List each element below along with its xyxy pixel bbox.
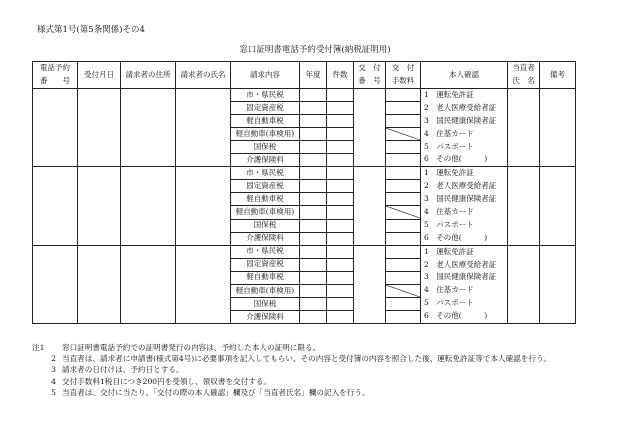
name-cell[interactable] [176, 89, 231, 167]
note-text: 窓口証明書電話予約での証明書発行の内容は、予約した本人の証明に限る。 [62, 343, 321, 352]
fee-cell[interactable] [386, 219, 421, 232]
id-option[interactable]: 4 住基カード [424, 285, 474, 295]
count-cell[interactable] [327, 206, 354, 219]
notes [32, 342, 612, 398]
id-option[interactable]: 2 老人医療受給者証 [424, 259, 497, 269]
tax-item-label: 固定資産税 [231, 258, 300, 271]
col-phone-no: 電話予約 番 号 [33, 62, 78, 89]
table-row [33, 89, 576, 102]
id-option[interactable]: 5 パスポート [424, 298, 474, 308]
year-cell[interactable] [300, 219, 327, 232]
count-cell[interactable] [327, 102, 354, 115]
date-cell[interactable] [78, 167, 121, 245]
fee-cell [386, 284, 421, 297]
count-cell[interactable] [327, 232, 354, 245]
tax-item-label: 固定資産税 [231, 102, 300, 115]
name-cell[interactable] [176, 245, 231, 323]
count-cell[interactable] [327, 271, 354, 284]
year-cell[interactable] [300, 102, 327, 115]
count-cell[interactable] [327, 141, 354, 154]
note-text: 当直者は、交付に当たり、「交付の際の本人確認」欄及び「当直者氏名」欄の記入を行う。 [62, 387, 370, 397]
year-cell[interactable] [300, 258, 327, 271]
id-option[interactable]: 3 国民健康保険者証 [424, 194, 497, 204]
address-cell[interactable] [121, 245, 176, 323]
tax-item-label: 国保税 [231, 141, 300, 154]
delivery-no-cell[interactable] [354, 167, 386, 245]
count-cell[interactable] [327, 154, 354, 167]
note-line [32, 364, 612, 375]
col-fee: 交 付 手数料 [386, 62, 421, 89]
year-cell[interactable] [300, 141, 327, 154]
id-option[interactable]: 1 運転免許証 [424, 246, 474, 256]
tax-item-label: 軽自動車(車検用) [231, 206, 300, 219]
diagonal-strike [386, 128, 420, 140]
count-cell[interactable] [327, 128, 354, 141]
table-row [33, 167, 576, 180]
col-content: 請求内容 [231, 62, 300, 89]
year-cell[interactable] [300, 167, 327, 180]
tax-item-label: 軽自動車税 [231, 193, 300, 206]
note-text: 交付手数料1税目につき200円を受領し、領収書を交付する。 [62, 376, 272, 386]
fee-cell[interactable] [386, 115, 421, 128]
count-cell[interactable] [327, 310, 354, 323]
year-cell[interactable] [300, 154, 327, 167]
count-cell[interactable] [327, 89, 354, 102]
fee-cell[interactable] [386, 180, 421, 193]
date-cell[interactable] [78, 245, 121, 323]
col-delivery-no: 交 付 番 号 [354, 62, 386, 89]
id-option[interactable]: 1 運転免許証 [424, 90, 474, 99]
note-number: 2 [51, 354, 56, 364]
count-cell[interactable] [327, 115, 354, 128]
delivery-no-cell[interactable] [354, 89, 386, 167]
count-cell[interactable] [327, 193, 354, 206]
year-cell[interactable] [300, 180, 327, 193]
note-line [32, 342, 612, 353]
reservation-register-table [32, 61, 576, 324]
tax-item-label: 国保税 [231, 219, 300, 232]
address-cell[interactable] [121, 89, 176, 167]
diagonal-strike [386, 206, 420, 218]
tax-item-label: 市・県民税 [231, 167, 300, 180]
note-number: 3 [51, 365, 56, 375]
year-cell[interactable] [300, 310, 327, 323]
id-option[interactable]: 6 その他( ) [424, 311, 488, 321]
fee-cell [386, 206, 421, 219]
col-remarks: 備考 [540, 62, 576, 89]
count-cell[interactable] [327, 245, 354, 258]
staff-name-cell[interactable] [508, 245, 540, 323]
year-cell[interactable] [300, 271, 327, 284]
tax-item-label: 軽自動車(車検用) [231, 128, 300, 141]
table-row [33, 245, 576, 258]
col-name: 請求者の氏名 [176, 62, 231, 89]
id-option[interactable]: 1 運転免許証 [424, 168, 474, 178]
fee-cell[interactable] [386, 245, 421, 258]
year-cell[interactable] [300, 115, 327, 128]
staff-name-cell[interactable] [508, 89, 540, 167]
fee-cell [386, 128, 421, 141]
id-option[interactable]: 4 住基カード [424, 207, 474, 217]
tax-item-label: 国保税 [231, 297, 300, 310]
year-cell[interactable] [300, 284, 327, 297]
delivery-no-cell[interactable] [354, 245, 386, 323]
id-option[interactable]: 2 老人医療受給者証 [424, 102, 497, 112]
count-cell[interactable] [327, 258, 354, 271]
year-cell[interactable] [300, 245, 327, 258]
id-check-cell [421, 167, 508, 245]
year-cell[interactable] [300, 206, 327, 219]
form-number: 様式第1号(第5条関係)その4 [37, 25, 145, 35]
form-title: 窓口証明書電話予約受付簿(納税証明用) [239, 45, 391, 55]
tax-item-label: 軽自動車(車検用) [231, 284, 300, 297]
id-check-cell [421, 245, 508, 323]
fee-cell[interactable] [386, 154, 421, 167]
fee-cell[interactable] [386, 167, 421, 180]
tax-item-label: 軽自動車税 [231, 271, 300, 284]
remarks-cell[interactable] [540, 89, 576, 167]
id-option[interactable]: 4 住基カード [424, 128, 474, 138]
phone-no-cell[interactable] [33, 245, 78, 323]
fee-cell[interactable] [386, 89, 421, 102]
tax-item-label: 軽自動車税 [231, 115, 300, 128]
year-cell[interactable] [300, 232, 327, 245]
note-line [32, 387, 612, 398]
remarks-cell[interactable] [540, 167, 576, 245]
tax-item-label: 介護保険料 [231, 154, 300, 167]
diagonal-strike [386, 285, 420, 297]
col-year: 年度 [300, 62, 327, 89]
col-count: 件数 [327, 62, 354, 89]
id-check-cell [421, 89, 508, 167]
phone-no-cell[interactable] [33, 167, 78, 245]
note-number: 4 [51, 376, 56, 386]
col-staff: 当直者 氏 名 [508, 62, 540, 89]
tax-item-label: 固定資産税 [231, 180, 300, 193]
note-number: 注1 [32, 343, 45, 352]
year-cell[interactable] [300, 89, 327, 102]
tax-item-label: 市・県民税 [231, 89, 300, 102]
fee-cell[interactable] [386, 271, 421, 284]
tax-item-label: 介護保険料 [231, 232, 300, 245]
id-option[interactable]: 6 その他( ) [424, 154, 488, 164]
date-cell[interactable] [78, 89, 121, 167]
note-line [32, 376, 612, 387]
fee-cell[interactable] [386, 141, 421, 154]
remarks-cell[interactable] [540, 245, 576, 323]
id-option[interactable]: 5 パスポート [424, 141, 474, 151]
phone-no-cell[interactable] [33, 89, 78, 167]
tax-item-label: 市・県民税 [231, 245, 300, 258]
count-cell[interactable] [327, 180, 354, 193]
note-line [32, 353, 612, 364]
id-option[interactable]: 2 老人医療受給者証 [424, 181, 497, 191]
col-address: 請求者の住所 [121, 62, 176, 89]
fee-cell[interactable] [386, 297, 421, 310]
year-cell[interactable] [300, 193, 327, 206]
name-cell[interactable] [176, 167, 231, 245]
count-cell[interactable] [327, 219, 354, 232]
id-options-list [421, 167, 507, 244]
note-text: 請求者の日付けは、予約日とする。 [62, 365, 184, 375]
count-cell[interactable] [327, 284, 354, 297]
fee-cell[interactable] [386, 193, 421, 206]
header-row [33, 62, 576, 89]
id-option[interactable]: 5 パスポート [424, 219, 474, 229]
tax-item-label: 介護保険料 [231, 310, 300, 323]
year-cell[interactable] [300, 128, 327, 141]
address-cell[interactable] [121, 167, 176, 245]
note-text: 当直者は、請求者に申請書(様式第4号)に必要事項を記入してもらい、その内容と受付簿の内容を照合した後、運転免許証等で本人確認を行う。 [62, 354, 552, 364]
year-cell[interactable] [300, 297, 327, 310]
id-option[interactable]: 3 国民健康保険者証 [424, 272, 497, 282]
id-option[interactable]: 3 国民健康保険者証 [424, 115, 497, 125]
staff-name-cell[interactable] [508, 167, 540, 245]
col-date: 受付月日 [78, 62, 121, 89]
id-options-list [421, 89, 507, 166]
fee-cell[interactable] [386, 258, 421, 271]
count-cell[interactable] [327, 297, 354, 310]
fee-cell[interactable] [386, 310, 421, 323]
count-cell[interactable] [327, 167, 354, 180]
col-id-check: 本人確認 [421, 62, 508, 89]
fee-cell[interactable] [386, 102, 421, 115]
note-number: 5 [51, 387, 56, 397]
fee-cell[interactable] [386, 232, 421, 245]
id-option[interactable]: 6 その他( ) [424, 232, 488, 242]
id-options-list [421, 246, 507, 323]
